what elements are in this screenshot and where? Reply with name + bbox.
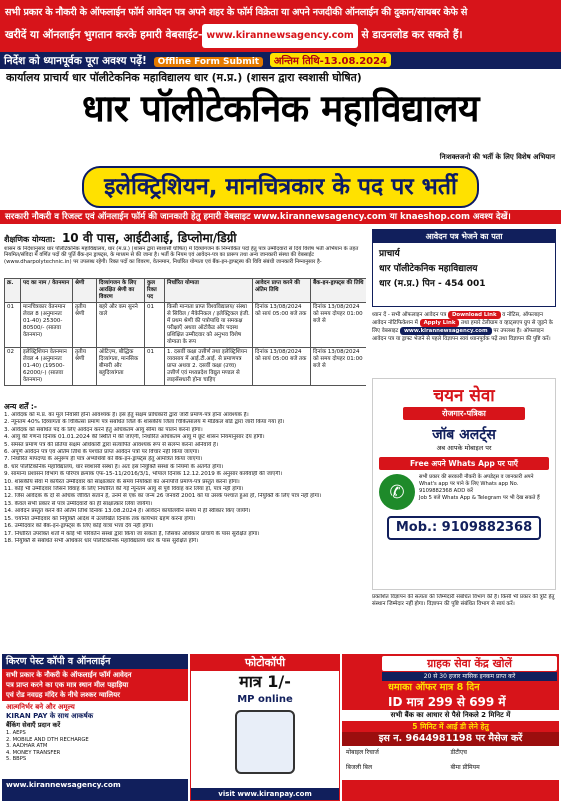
table-cell: 02 bbox=[5, 348, 21, 386]
csc-phone[interactable]: इस न. 9644981198 पर मैसेज करें bbox=[342, 732, 559, 746]
qualification-row bbox=[4, 229, 366, 246]
banner-website-link[interactable]: www.kirannewsagency.com bbox=[202, 24, 357, 48]
csc-service: बीमा प्रीमियम bbox=[450, 764, 480, 771]
condition-item: 13. केवल सभी प्रकार से पात्र उम्मीदवारों का ही साक्षात्कार लिया जायेगा। bbox=[4, 500, 153, 507]
info-text: तथा हमारे टेलीग्राम व व्हाट्सएप ग्रुप से जुड़ने के लिए वेबसाइट bbox=[372, 320, 553, 334]
banner-line-2-suffix: से डाउनलोड कर सकते हैं। bbox=[361, 29, 463, 41]
condition-item: 4. आयु की गणना दिनांक 01.01.2024 की स्थिति में की जाएगी, निर्धारित अधिकतम आयु में छूट शासन नियमानुसार देय होगी। bbox=[4, 434, 265, 441]
ad-left-title: किरण पेस्ट कॉपी व ऑनलाईन bbox=[6, 656, 111, 667]
ad-left-service: 2. MOBILE AND DTH RECHARGE bbox=[6, 736, 89, 743]
address-header: आवेदन पत्र भेजने का पता bbox=[373, 230, 555, 243]
table-cell: ऑटिज़्म, बौद्धिक दिव्यांगता, मानसिक बीमारी और बहुदिव्यांगता bbox=[97, 348, 145, 386]
vacancy-table bbox=[4, 278, 366, 398]
qualification-label: शैक्षणिक योग्यता: bbox=[4, 235, 56, 244]
table-header: दिव्यांगजन के लिए आरक्षित श्रेणी का विवरण bbox=[97, 279, 145, 303]
address-lines bbox=[373, 243, 555, 296]
ad-left-service: 5. BBPS bbox=[6, 756, 27, 763]
condition-item: 3. आवेदक को संबंधित पद के लिए आवेदन करने हेतु अधिकतम आयु सीमा का पालन करना होगा। bbox=[4, 426, 203, 433]
whatsapp-details bbox=[415, 474, 549, 510]
csc-bank-line: सभी बैंक का आधार से पैसे निकले 2 मिनिट में bbox=[342, 710, 559, 721]
condition-item: 14. आवेदन प्रस्तुत करने की अंतिम तिथि दिनांक 13.08.2024 है। आवेदन कार्यालयीन समय में ही स्वीकार किए जायेंगे। bbox=[4, 508, 251, 515]
csc-service: बिजली बिल bbox=[346, 764, 373, 771]
ad-left-kiranpay bbox=[2, 701, 188, 779]
disclaimer: प्रकाशित विज्ञापन की सत्यता की जिम्मेदारी संबंधित विभाग की है। किसी भी प्रकार की त्रुटि हेतु संस्थान जिम्मेदार नहीं होगा। विज्ञापन की पुष्टि संबंधित विभाग से स्वयं करें। bbox=[372, 594, 555, 608]
ad-left-banking-line: बैंकिंग सेवाएँ प्रदान करें bbox=[6, 721, 61, 729]
table-header-row bbox=[5, 279, 367, 303]
info-text: ध्यान दें - सभी ऑफलाइन आवेदन पत्र bbox=[372, 312, 447, 318]
whatsapp-detail: 9109882368 ADD करें bbox=[419, 488, 473, 494]
banner-line-1: सभी प्रकार के नौकरी के ऑफलाईन फॉर्म आवेदन पत्र अपने शहर के फॉर्म विक्रेता या अपने नजदीकी ऑनलाईन की दुकान/सायबर केफे से bbox=[5, 7, 468, 18]
notice-bar bbox=[0, 52, 561, 69]
main-title: धार पॉलीटेकनिक महाविद्यालय bbox=[81, 87, 480, 130]
ad-left-service: 1. AEPS bbox=[6, 730, 26, 736]
table-header: बैंक-इन-ड्राफ्ट्स की तिथि bbox=[311, 279, 367, 303]
ad-left bbox=[2, 654, 188, 801]
table-header: कुल रिक्त पद bbox=[145, 279, 165, 303]
apply-link-badge[interactable]: Apply Link bbox=[420, 319, 460, 327]
ad-left-service: 3. AADHAR ATM bbox=[6, 743, 48, 750]
csc-offer: धमाका ऑफर मात्र 8 दिन bbox=[388, 682, 480, 693]
ad-mid bbox=[190, 654, 340, 801]
table-cell: तृतीय श्रेणी bbox=[73, 348, 97, 386]
chayan-brand: चयन सेवा bbox=[433, 386, 495, 406]
condition-item: 11. कोई भी उम्मीदवार जिसने विवाह के लिए निर्धारित की गई न्यूनतम आयु से पूर्व विवाह कर लिया हो, पात्र नहीं होगा। bbox=[4, 486, 244, 493]
table-cell: 01 bbox=[145, 348, 165, 386]
table-header: आवेदन प्राप्त करने की अंतिम तिथि bbox=[253, 279, 311, 303]
ad-left-aatmanirbhar: आत्मनिर्भर बने और अमूल्य bbox=[6, 703, 75, 711]
table-cell: 01 bbox=[5, 303, 21, 348]
table-header: क्र. bbox=[5, 279, 21, 303]
download-link-badge[interactable]: Download Link bbox=[448, 311, 501, 319]
csc-minutes: 5 मिनिट में आई डी लेने हेतु bbox=[412, 722, 489, 731]
table-header: पद का नाम / वेतनमान bbox=[21, 279, 73, 303]
condition-item: 15. चयनित उम्मीदवार को नियुक्ति आदेश में उल्लेखित दिनांक तक कार्यभार ग्रहण करना होगा। bbox=[4, 515, 196, 522]
promo-bar: सरकारी नौकरी व रिजल्ट एवं ऑनलाईन फॉर्म की जानकारी हेतु हमारी वेबसाइट www.kirannewsagency.com या knaeshop.com अवश्य देखें। bbox=[0, 210, 561, 224]
photocopy-title: फोटोकॉपी bbox=[191, 655, 339, 671]
chayan-mobile-number[interactable]: Mob.: 9109882368 bbox=[387, 516, 541, 540]
condition-item: 17. निर्धारित उपरोक्त शर्तों में कोई भी परिवर्तन संस्था द्वारा किया जा सकता है, जिसका अधिकार प्राचार्य के पास सुरक्षित होगा। bbox=[4, 530, 260, 537]
info-text: पर उपलब्ध है। ऑफलाइन आवेदन पत्र या ड्राफ्ट भेजने से पहले विज्ञापन स्वयं ध्यानपूर्वक पढ़ें तथा विज्ञापन की पुष्टि करें। bbox=[372, 328, 551, 342]
notice-instruction: निर्देश को ध्यानपूर्वक पूरा अवश्य पढ़ें! bbox=[4, 55, 147, 67]
last-date-badge: अन्तिम तिथि-13.08.2024 bbox=[270, 53, 391, 67]
ad-left-line: सभी प्रकार के नौकरी के ऑफलाईन फॉर्म आवेदन bbox=[6, 671, 132, 679]
whatsapp-offer: Free अपने Whats App पर पाएँ bbox=[379, 457, 549, 470]
info-text: व नोटिस, ऑफलाइन आवेदन नोटिफिकेशन में bbox=[372, 312, 543, 326]
job-alerts-label: जॉब अलर्ट्स bbox=[432, 427, 496, 443]
condition-item: 1. आवेदक को म.प्र. का मूल निवासी होना आवश्यक है। इस हेतु सक्षम प्राधिकारी द्वारा जारी प्रमाण-पत्र होना आवश्यक है। bbox=[4, 412, 249, 418]
condition-item: 9. सामान्य प्रशासन विभाग के परिपत्र क्रमांक एफ-15-11/2016/3/1, भोपाल दिनांक 12.12.2019 के अनुसार कार्यवाही की जाएगी। bbox=[4, 471, 283, 478]
whatsapp-detail: Job 5 बजे Whats App & Telegram पर भी देख सकते हैं bbox=[419, 495, 540, 501]
condition-item: 5. समस्त प्रमाण पत्र की प्रतियां सक्षम अधिकारी द्वारा सत्यापित आवश्यक रूप से संलग्न करना अनिवार्य है। bbox=[4, 441, 219, 448]
mponline-logo: MP online bbox=[237, 694, 293, 705]
ad-right bbox=[342, 654, 559, 801]
office-line: कार्यालय प्राचार्य धार पॉलीटेकनिक महाविद्यालय धार (म.प्र.) (शासन द्वारा स्वशासी घोषित) bbox=[6, 71, 362, 84]
chayan-seva-ad bbox=[372, 378, 556, 590]
address-box bbox=[372, 229, 556, 307]
csc-service: मोबाइल रिचार्ज bbox=[346, 749, 379, 756]
phone-mockup bbox=[235, 710, 295, 774]
table-cell: मानचित्रकार वेतनमान लेवल 8 (अनुमानतः 01-40) 25300-80500/- (सातवा वेतनमान) bbox=[21, 303, 73, 348]
csc-id-price: ID मात्र 299 से 699 में bbox=[388, 695, 506, 709]
condition-item: 8. धार पॉलीटेकनिक महाविद्यालय, धार स्वशासी संस्था है। अतः इस नियुक्ति संस्था के नियमों के अंतर्गत होगा। bbox=[4, 463, 224, 470]
whatsapp-detail: What's app पर पाने के लिए Whats app No. bbox=[419, 481, 519, 487]
ad-left-service: 4. MONEY TRANSFER bbox=[6, 749, 61, 756]
ad-left-kiranpay-line: KIRAN PAY के साथ आकर्षक bbox=[6, 712, 94, 720]
condition-item: 16. उम्मीदवार को बैंक-इन-ड्राफ्ट्स के लिए कोई यात्रा भत्ता देय नहीं होगा। bbox=[4, 523, 154, 530]
table-cell: तृतीय श्रेणी bbox=[73, 303, 97, 348]
table-row bbox=[5, 348, 367, 386]
ad-left-line: पत्र प्राप्त करने का एक मात्र स्थान मील पहाड़िया bbox=[6, 681, 129, 689]
table-cell: दिनांक 13/08/2024 को समय दोपहर 01:00 बजे से bbox=[311, 303, 367, 348]
table-cell: दिनांक 13/08/2024 को सायं 05:00 बजे तक bbox=[253, 348, 311, 386]
banner-line-2 bbox=[5, 23, 556, 48]
table-cell: 01 bbox=[145, 303, 165, 348]
whatsapp-detail: सभी प्रकार की सरकारी नौकरी के अपडेट्स व जानकारी अपने bbox=[419, 474, 534, 480]
address-line: धार पॉलीटेकनिक महाविद्यालय bbox=[379, 264, 478, 274]
table-cell: बहरे और कम सुनने वाले bbox=[97, 303, 145, 348]
table-cell: 1. दसवीं कक्षा उत्तीर्ण तथा इलेक्ट्रिशियन व्यवसाय में आई.टी.आई. से प्रमाणपत्र प्राप्त अथवा 2. दसवीं कक्षा (उच्च) उत्तीर्ण एवं मध्यप्रदेश विद्युत मण्डल से लाइसेंसधारी होना चाहिए bbox=[165, 348, 253, 386]
banner-line-2-prefix: खरीदें या ऑनलाईन भुगतान करके हमारी वेबसाईट- bbox=[5, 29, 203, 41]
post-title: इलेक्ट्रिशियन, मानचित्रकार के पद पर भर्ती bbox=[82, 166, 479, 208]
table-header: श्रेणी bbox=[73, 279, 97, 303]
offline-submit-badge: Offline Form Submit bbox=[154, 57, 263, 67]
table-cell: किसी मान्यता प्राप्त विश्वविद्यालय/ संस्था से सिविल / मैकेनिकल / इलेक्ट्रिकल इंजी. में प्रथम श्रेणी की पत्रोपाधि या समकक्ष परीक्षाएँ अथवा ऑटोकैड और पदस्थ प्रशिक्षित उम्मीदवार को अनुभव विशेष योग्यता के रूप bbox=[165, 303, 253, 348]
condition-item: 7. निर्धारित मापदण्ड के अनुरूप ही पात्र अभ्यर्थियों को बैंक-इन-ड्राफ्ट्स हेतु आमंत्रित किया जाएगा। bbox=[4, 456, 203, 463]
top-banner bbox=[0, 0, 561, 52]
info-website-link[interactable]: www.kirannewsagency.com bbox=[400, 327, 492, 335]
table-cell: इलेक्ट्रिशियन वेतनमान लेवल 4 (अनुमानतः 01-40) (19500-62000/-) (सातवा वेतनमान) bbox=[21, 348, 73, 386]
intro-text: शासन के निर्देशानुसार धार पॉलीटेकनिक महाविद्यालय, धार (म.प्र.) (शासन द्वारा स्वशासी घोषित) में दिव्यांगजन के निम्नांकित पदों हेतु पात्र उम्मीदवारों से दिये विशेष भर्ती अभियान के तहत नियमित/संविदा में वर्णित पदों की पूर्ति बैंक-इन ड्राफ्ट्स, के माध्यम से की जाना है। भर्ती के नियम एवं आवेदन-पत्र का प्रारूप तथा अन्य जानकारी संस्था की वेबसाईट (www.dharpolytechnic.in) पर उपलब्ध रहेगी। रिक्त पदों का विवरण, वेतनमान, निर्धारित योग्यता एवं बैंक-इन-ड्राफ्ट्स्य की विवि संबंधी जानकारी निम्नानुसार है- bbox=[4, 246, 359, 265]
qualification-value: 10 वी पास, आईटीआई, डिप्लोमा/डिग्री bbox=[61, 231, 237, 245]
photocopy-price: मात्र 1/- bbox=[239, 672, 291, 691]
csc-sub: 20 से 30 हजार मासिक इनकम प्राप्त करें bbox=[382, 672, 557, 681]
table-cell: दिनांक 13/08/2024 को सायं 05:00 बजे तक bbox=[253, 303, 311, 348]
table-row bbox=[5, 303, 367, 348]
whatsapp-icon: ✆ bbox=[379, 474, 415, 510]
address-line: धार (म.प्र.) पिन - 454 001 bbox=[379, 279, 486, 289]
whatsapp-body bbox=[379, 474, 549, 510]
ad-left-website[interactable]: www.kirannewsagency.com bbox=[2, 779, 188, 791]
condition-item: 18. नियुक्ति से संबंधित सभी अधिकार धार पॉलीटेकनिक महाविद्यालय धार के पास सुरक्षित होंगे। bbox=[4, 537, 199, 544]
special-drive-note: निःशक्तजनो की भर्ती के लिए विशेष अभियान bbox=[439, 153, 555, 161]
job-alerts-title bbox=[373, 425, 555, 453]
on-mobile-label: अब आपके मोबाइल पर bbox=[436, 444, 492, 452]
csc-services bbox=[342, 746, 559, 780]
csc-header: ग्राहक सेवा केंद्र खोलें bbox=[382, 656, 557, 671]
ad-left-line: एवं रोड नवग्रह मंदिर के नीचे लश्कर ग्वालियर bbox=[6, 691, 121, 699]
condition-item: 12. जिस आवेदक के दो से अधिक जीवित संतान है, उनमें से एक का जन्म 26 जनवरी 2001 को या उसके पश्चात हुआ हो, नियुक्ति के लिए पात्र नहीं होगा। bbox=[4, 493, 322, 500]
table-header: निर्धारित योग्यता bbox=[165, 279, 253, 303]
post-title-banner bbox=[0, 166, 561, 208]
conditions-heading: अन्य शर्तें :- bbox=[4, 402, 38, 411]
table-cell: दिनांक 13/08/2024 को समय दोपहर 01:00 बजे से bbox=[311, 348, 367, 386]
right-info bbox=[372, 311, 556, 375]
condition-item: 10. शासकीय सेवा में कार्यरत उम्मीदवार को साक्षात्कार के समय नियोक्ता का अनापत्ति प्रमाण-पत्र प्रस्तुत करना होगा। bbox=[4, 478, 240, 485]
address-line: प्राचार्य bbox=[379, 249, 400, 259]
condition-item: 6. अपूर्ण आवेदन पत्र एवं अंतिम तिथि के पश्चात प्राप्त आवेदन पत्रों पर विचार नहीं किया जाएगा। bbox=[4, 449, 200, 456]
csc-service: डीटीएच bbox=[450, 749, 467, 756]
kiranpay-visit-link[interactable]: visit www.kiranpay.com bbox=[191, 788, 339, 800]
ad-left-lines bbox=[2, 669, 188, 701]
condition-item: 2. न्यूनतम 40% दिव्यांगता के चिकित्सा प्रमाण पत्र संबंधित जिले के शासकीय जिला चिकित्सालय में मेडिकल बोर्ड द्वारा जारी किया गया हो। bbox=[4, 419, 285, 426]
chayan-subtitle: रोजगार-पत्रिका bbox=[403, 407, 525, 420]
